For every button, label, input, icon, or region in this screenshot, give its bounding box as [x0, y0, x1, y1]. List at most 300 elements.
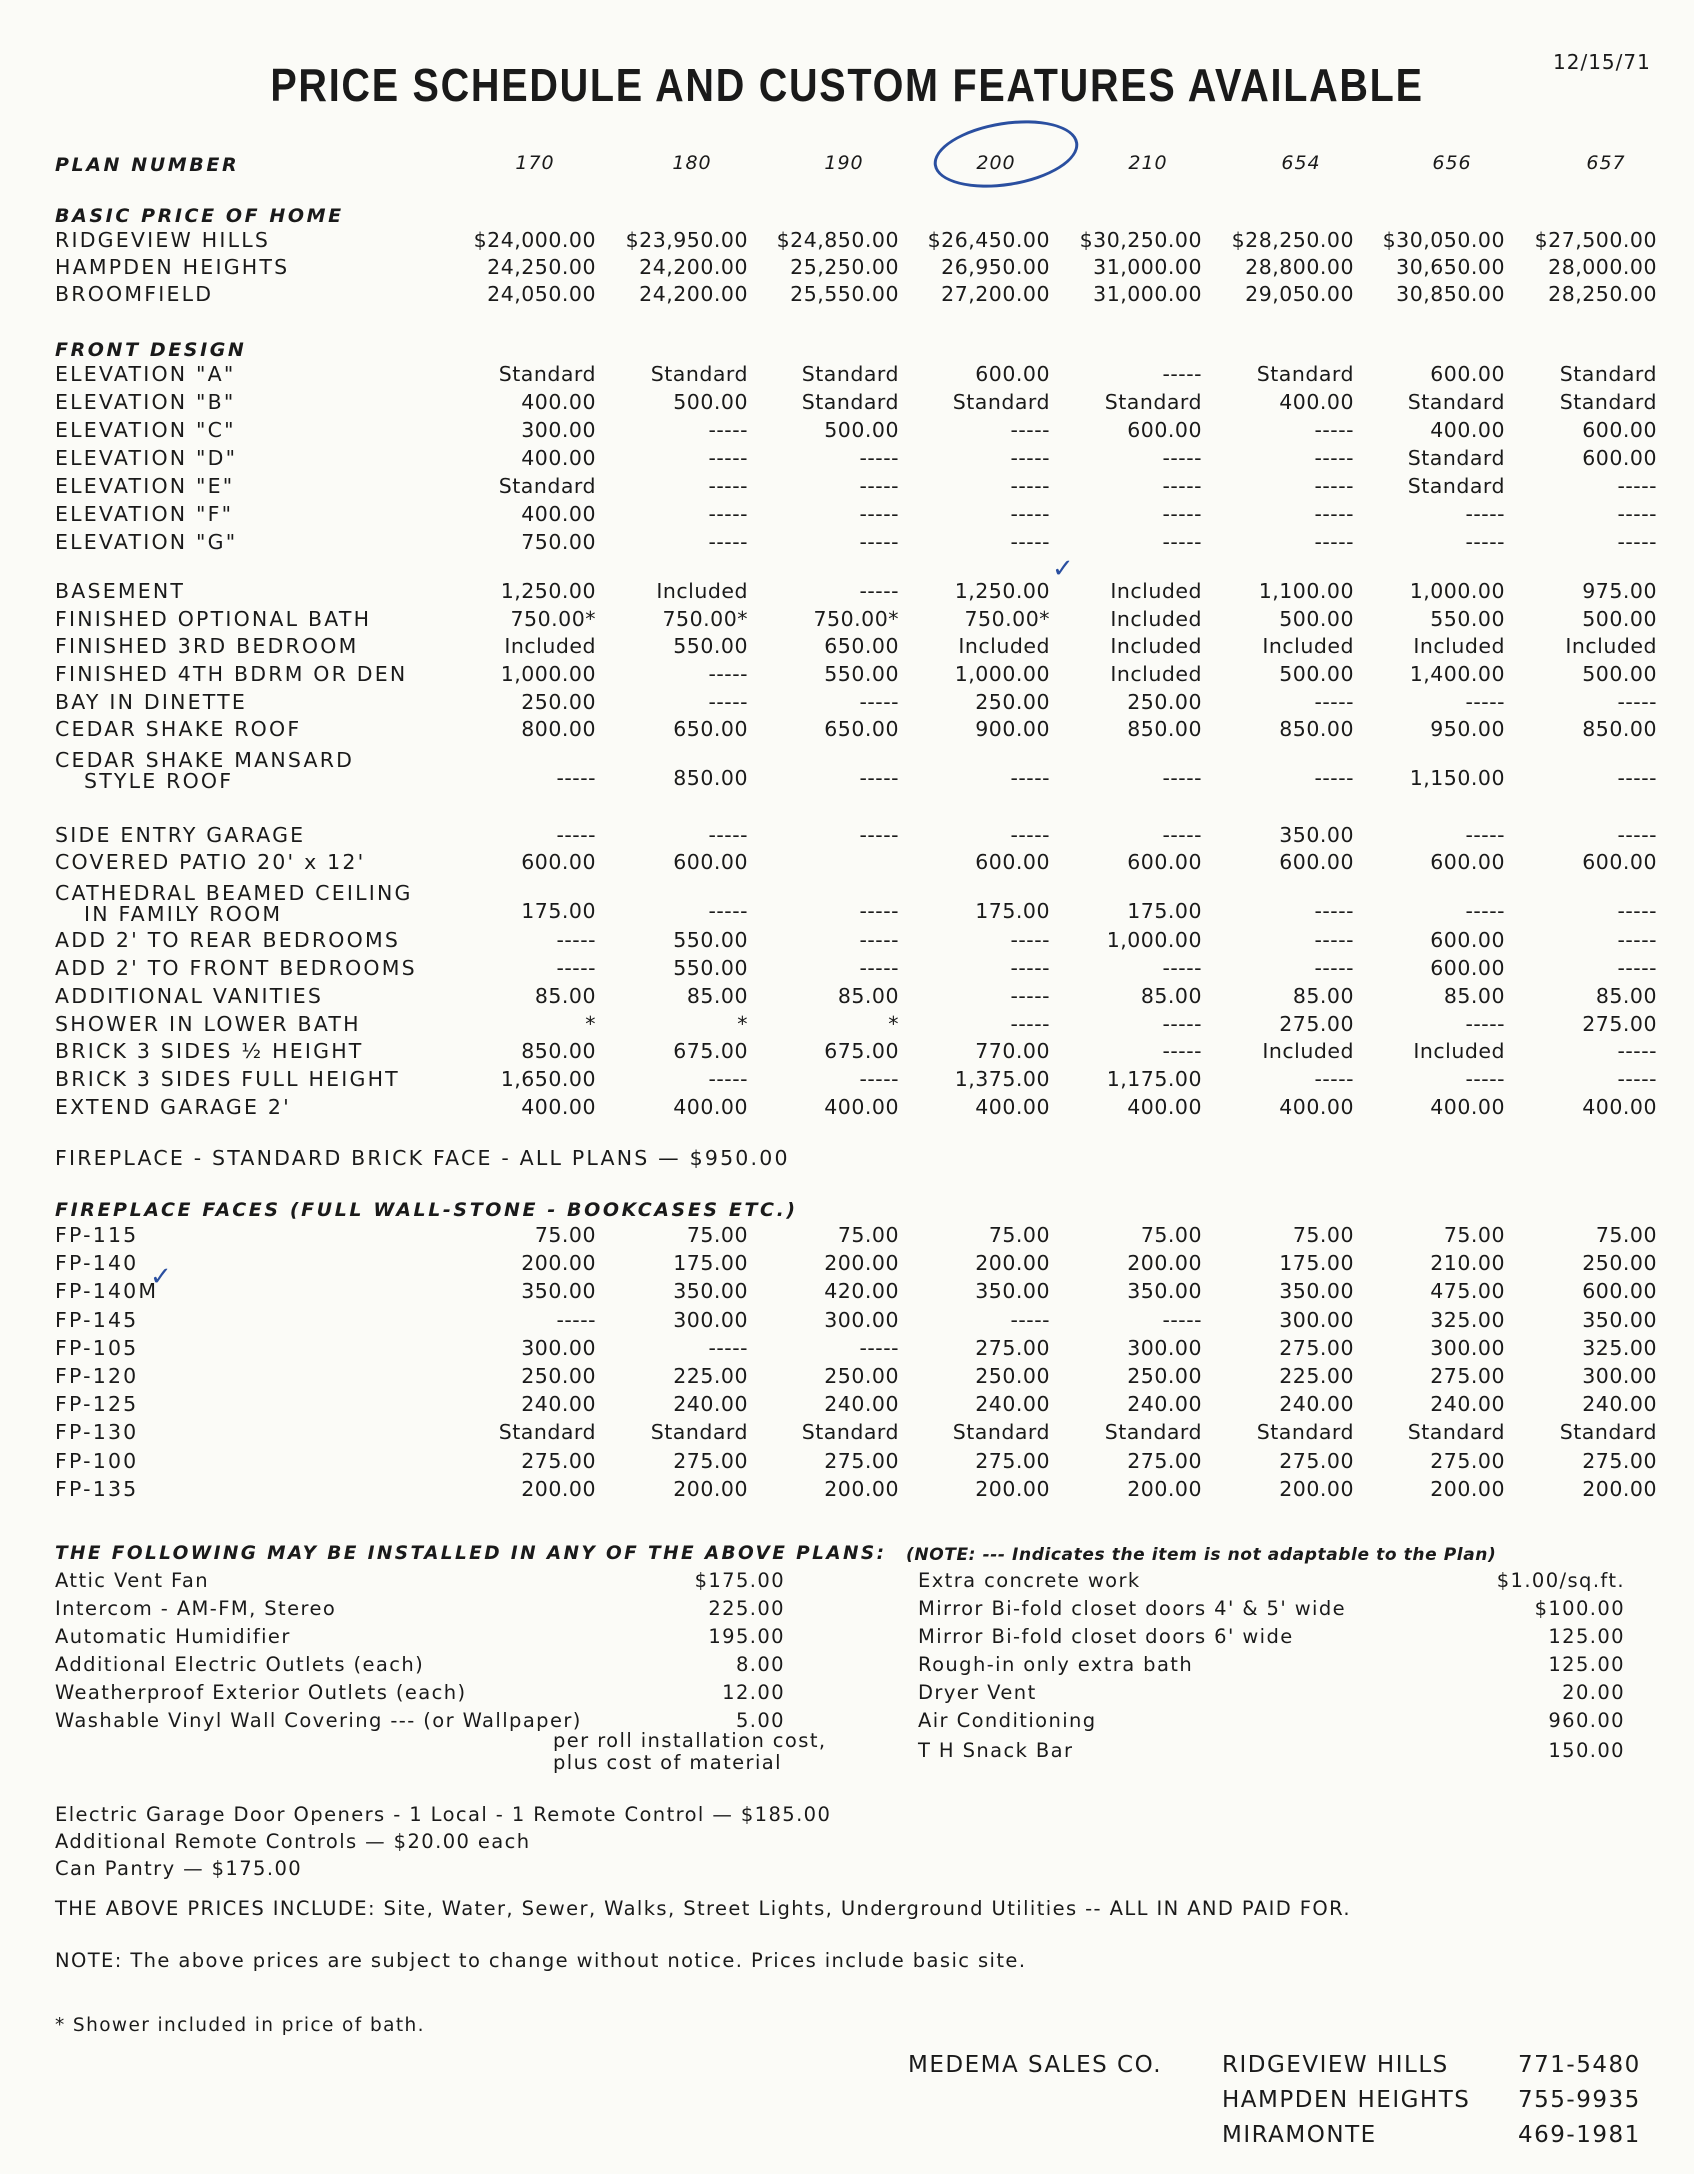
- cell-plan-170: 400.00: [521, 390, 596, 414]
- cell-plan-656: 1,150.00: [1409, 766, 1505, 790]
- cell-plan-210: 400.00: [1127, 1095, 1202, 1119]
- cell-plan-190: -----: [859, 1067, 899, 1091]
- cell-plan-180: 750.00*: [662, 607, 748, 631]
- cell-plan-200: Standard: [952, 390, 1050, 414]
- table-row: [0, 1448, 1694, 1476]
- cell-plan-654: 29,050.00: [1245, 282, 1354, 306]
- cell-plan-654: 350.00: [1279, 1279, 1354, 1304]
- cell-plan-210: 850.00: [1127, 717, 1202, 741]
- cell-plan-180: *: [737, 1012, 748, 1036]
- cell-plan-657: 600.00: [1582, 418, 1657, 442]
- cell-plan-200: -----: [1010, 502, 1050, 526]
- row-label: ELEVATION "G": [55, 530, 238, 554]
- cell-plan-200: 26,950.00: [941, 255, 1050, 279]
- cell-plan-654: -----: [1314, 899, 1354, 923]
- cell-plan-657: 28,000.00: [1548, 255, 1657, 279]
- table-row: [0, 445, 1694, 473]
- cell-plan-200: -----: [1010, 984, 1050, 1008]
- installable-item-price: 5.00: [735, 1709, 785, 1732]
- cell-plan-190: 75.00: [837, 1223, 899, 1247]
- table-row: [0, 1222, 1694, 1250]
- cell-plan-654: 175.00: [1279, 1251, 1354, 1276]
- row-label: STYLE ROOF: [84, 769, 234, 793]
- row-label: CEDAR SHAKE MANSARD: [55, 748, 355, 772]
- cell-plan-180: Included: [656, 579, 748, 603]
- cell-plan-180: $23,950.00: [625, 228, 748, 252]
- contact-name: HAMPDEN HEIGHTS: [1222, 2087, 1471, 2113]
- cell-plan-210: 600.00: [1127, 418, 1202, 442]
- cell-plan-210: 31,000.00: [1093, 282, 1202, 306]
- cell-plan-656: Included: [1413, 1039, 1505, 1063]
- table-row: [0, 1250, 1694, 1278]
- cell-plan-200: -----: [1010, 928, 1050, 952]
- cell-plan-656: 550.00: [1430, 607, 1505, 631]
- cell-plan-656: 600.00: [1430, 956, 1505, 980]
- cell-plan-170: 24,250.00: [487, 255, 596, 279]
- cell-plan-210: 600.00: [1127, 850, 1202, 874]
- row-label: FP-130: [55, 1420, 139, 1445]
- cell-plan-170: 400.00: [521, 446, 596, 470]
- table-row: [0, 1391, 1694, 1419]
- table-row: [0, 1011, 1694, 1039]
- row-label: BRICK 3 SIDES ½ HEIGHT: [55, 1039, 364, 1063]
- cell-plan-657: 600.00: [1582, 850, 1657, 874]
- row-label: FP-140: [55, 1251, 139, 1276]
- row-label: RIDGEVIEW HILLS: [55, 228, 271, 252]
- cell-plan-654: -----: [1314, 446, 1354, 470]
- row-label: BASEMENT: [55, 579, 186, 603]
- cell-plan-656: 950.00: [1430, 717, 1505, 741]
- page-title: PRICE SCHEDULE AND CUSTOM FEATURES AVAILABLE: [270, 59, 1424, 111]
- cell-plan-180: -----: [708, 899, 748, 923]
- cell-plan-170: 600.00: [521, 850, 596, 874]
- cell-plan-656: -----: [1465, 1067, 1505, 1091]
- cell-plan-200: 400.00: [975, 1095, 1050, 1119]
- cell-plan-657: Standard: [1559, 1420, 1657, 1445]
- cell-plan-657: 240.00: [1582, 1392, 1657, 1417]
- table-row: [0, 1335, 1694, 1363]
- cell-plan-180: Standard: [650, 1420, 748, 1445]
- row-label: EXTEND GARAGE 2': [55, 1095, 291, 1119]
- row-label: ELEVATION "E": [55, 474, 235, 498]
- cell-plan-654: 400.00: [1279, 390, 1354, 414]
- cell-plan-200: -----: [1010, 1012, 1050, 1036]
- table-row: [0, 281, 1694, 309]
- cell-plan-656: 200.00: [1430, 1476, 1505, 1501]
- cell-plan-180: 275.00: [673, 1448, 748, 1473]
- cell-plan-656: 275.00: [1430, 1448, 1505, 1473]
- cell-plan-210: -----: [1162, 474, 1202, 498]
- cell-plan-170: 1,000.00: [500, 662, 596, 686]
- cell-plan-170: 85.00: [534, 984, 596, 1008]
- cell-plan-180: 550.00: [673, 634, 748, 658]
- cell-plan-210: 75.00: [1140, 1223, 1202, 1247]
- cell-plan-180: 675.00: [673, 1039, 748, 1063]
- cell-plan-180: -----: [708, 823, 748, 847]
- cell-plan-657: Standard: [1559, 362, 1657, 386]
- installable-item-label: Additional Electric Outlets (each): [55, 1653, 425, 1676]
- cell-plan-656: 600.00: [1430, 850, 1505, 874]
- cell-plan-180: 24,200.00: [639, 255, 748, 279]
- installable-item-price: 125.00: [1548, 1653, 1625, 1676]
- cell-plan-190: -----: [859, 446, 899, 470]
- row-label: FP-105: [55, 1335, 139, 1360]
- row-label: FP-145: [55, 1307, 139, 1332]
- extra-line: Additional Remote Controls — $20.00 each: [55, 1830, 531, 1853]
- table-row: [0, 633, 1694, 661]
- cell-plan-190: -----: [859, 579, 899, 603]
- cell-plan-657: 300.00: [1582, 1364, 1657, 1388]
- cell-plan-190: 750.00*: [813, 607, 899, 631]
- cell-plan-654: -----: [1314, 956, 1354, 980]
- cell-plan-654: -----: [1314, 766, 1354, 790]
- cell-plan-200: 750.00*: [964, 607, 1050, 631]
- cell-plan-654: 225.00: [1279, 1364, 1354, 1388]
- cell-plan-200: 600.00: [975, 850, 1050, 874]
- cell-plan-657: -----: [1617, 899, 1657, 923]
- installable-item-label: Intercom - AM-FM, Stereo: [55, 1597, 337, 1620]
- cell-plan-170: 300.00: [521, 418, 596, 442]
- cell-plan-656: -----: [1465, 1012, 1505, 1036]
- cell-plan-210: 240.00: [1127, 1392, 1202, 1417]
- contact-phone: 771-5480: [1518, 2052, 1641, 2078]
- cell-plan-210: 250.00: [1127, 1364, 1202, 1388]
- cell-plan-180: -----: [708, 418, 748, 442]
- row-label: BAY IN DINETTE: [55, 690, 247, 714]
- cell-plan-170: -----: [556, 1307, 596, 1332]
- table-row: [0, 689, 1694, 717]
- cell-plan-180: 350.00: [673, 1279, 748, 1304]
- cell-plan-657: -----: [1617, 530, 1657, 554]
- company-name: MEDEMA SALES CO.: [908, 2052, 1163, 2078]
- cell-plan-654: 275.00: [1279, 1012, 1354, 1036]
- cell-plan-170: 75.00: [534, 1223, 596, 1247]
- cell-plan-657: 250.00: [1582, 1251, 1657, 1276]
- cell-plan-200: Included: [958, 634, 1050, 658]
- row-label: FP-125: [55, 1392, 139, 1417]
- cell-plan-200: -----: [1010, 418, 1050, 442]
- cell-plan-657: 400.00: [1582, 1095, 1657, 1119]
- cell-plan-657: 350.00: [1582, 1307, 1657, 1332]
- cell-plan-200: -----: [1010, 446, 1050, 470]
- cell-plan-654: 85.00: [1292, 984, 1354, 1008]
- installable-item-label: Extra concrete work: [918, 1569, 1141, 1592]
- cell-plan-170: 350.00: [521, 1279, 596, 1304]
- wallpaper-note-1: per roll installation cost,: [553, 1729, 827, 1752]
- cell-plan-190: -----: [859, 823, 899, 847]
- cell-plan-170: Standard: [498, 1420, 596, 1445]
- cell-plan-656: Standard: [1407, 1420, 1505, 1445]
- cell-plan-210: 250.00: [1127, 690, 1202, 714]
- cell-plan-200: 200.00: [975, 1476, 1050, 1501]
- cell-plan-170: 240.00: [521, 1392, 596, 1417]
- cell-plan-656: Standard: [1407, 390, 1505, 414]
- table-row: [0, 1066, 1694, 1094]
- cell-plan-657: -----: [1617, 1067, 1657, 1091]
- cell-plan-170: 400.00: [521, 502, 596, 526]
- cell-plan-180: -----: [708, 530, 748, 554]
- cell-plan-190: -----: [859, 1335, 899, 1360]
- cell-plan-170: Included: [504, 634, 596, 658]
- cell-plan-170: 275.00: [521, 1448, 596, 1473]
- cell-plan-190: -----: [859, 690, 899, 714]
- cell-plan-654: -----: [1314, 928, 1354, 952]
- plan-number: 180: [672, 152, 712, 174]
- footnote: * Shower included in price of bath.: [55, 2015, 425, 2036]
- cell-plan-654: 600.00: [1279, 850, 1354, 874]
- cell-plan-200: 175.00: [975, 899, 1050, 923]
- cell-plan-657: 600.00: [1582, 1279, 1657, 1304]
- cell-plan-657: 325.00: [1582, 1335, 1657, 1360]
- cell-plan-210: Included: [1110, 607, 1202, 631]
- cell-plan-654: Included: [1262, 1039, 1354, 1063]
- cell-plan-654: -----: [1314, 418, 1354, 442]
- cell-plan-190: 240.00: [824, 1392, 899, 1417]
- table-row: [0, 1038, 1694, 1066]
- cell-plan-200: Standard: [952, 1420, 1050, 1445]
- cell-plan-190: 500.00: [824, 418, 899, 442]
- installable-item-price: 20.00: [1562, 1681, 1625, 1704]
- cell-plan-657: 85.00: [1595, 984, 1657, 1008]
- cell-plan-210: -----: [1162, 1039, 1202, 1063]
- row-label: FP-100: [55, 1448, 139, 1473]
- table-row: [0, 1278, 1694, 1306]
- cell-plan-654: 1,100.00: [1258, 579, 1354, 603]
- cell-plan-654: 275.00: [1279, 1335, 1354, 1360]
- row-label: ADD 2' TO REAR BEDROOMS: [55, 928, 401, 952]
- cell-plan-654: 300.00: [1279, 1307, 1354, 1332]
- cell-plan-657: 975.00: [1582, 579, 1657, 603]
- cell-plan-656: 475.00: [1430, 1279, 1505, 1304]
- table-row: [0, 389, 1694, 417]
- cell-plan-657: -----: [1617, 928, 1657, 952]
- row-label: IN FAMILY ROOM: [84, 902, 283, 926]
- cell-plan-657: -----: [1617, 766, 1657, 790]
- cell-plan-656: -----: [1465, 823, 1505, 847]
- cell-plan-210: -----: [1162, 1307, 1202, 1332]
- cell-plan-190: -----: [859, 530, 899, 554]
- cell-plan-657: -----: [1617, 474, 1657, 498]
- wallpaper-note-2: plus cost of material: [553, 1751, 782, 1774]
- row-label: FP-115: [55, 1223, 139, 1247]
- plan-number-label: PLAN NUMBER: [55, 154, 240, 176]
- contact-phone: 755-9935: [1518, 2087, 1641, 2113]
- cell-plan-190: 25,550.00: [790, 282, 899, 306]
- cell-plan-190: 85.00: [837, 984, 899, 1008]
- plan-number: 656: [1432, 152, 1472, 174]
- row-label: SIDE ENTRY GARAGE: [55, 823, 306, 847]
- cell-plan-654: Standard: [1256, 1420, 1354, 1445]
- cell-plan-657: -----: [1617, 690, 1657, 714]
- cell-plan-210: -----: [1162, 362, 1202, 386]
- section-heading: BASIC PRICE OF HOME: [55, 205, 344, 227]
- cell-plan-180: 650.00: [673, 717, 748, 741]
- cell-plan-190: -----: [859, 956, 899, 980]
- cell-plan-200: 1,250.00: [954, 579, 1050, 603]
- cell-plan-210: Standard: [1104, 1420, 1202, 1445]
- installable-item-label: Automatic Humidifier: [55, 1625, 291, 1648]
- cell-plan-210: Included: [1110, 634, 1202, 658]
- cell-plan-180: 600.00: [673, 850, 748, 874]
- cell-plan-656: 325.00: [1430, 1307, 1505, 1332]
- cell-plan-210: 200.00: [1127, 1251, 1202, 1276]
- cell-plan-190: 275.00: [824, 1448, 899, 1473]
- cell-plan-170: 200.00: [521, 1251, 596, 1276]
- cell-plan-200: 275.00: [975, 1335, 1050, 1360]
- cell-plan-657: 200.00: [1582, 1476, 1657, 1501]
- cell-plan-656: 30,850.00: [1396, 282, 1505, 306]
- installable-item-price: $175.00: [694, 1569, 785, 1592]
- cell-plan-656: 1,000.00: [1409, 579, 1505, 603]
- cell-plan-657: 850.00: [1582, 717, 1657, 741]
- installable-item-price: $100.00: [1534, 1597, 1625, 1620]
- table-row: [0, 529, 1694, 557]
- row-label: CEDAR SHAKE ROOF: [55, 717, 302, 741]
- cell-plan-180: -----: [708, 690, 748, 714]
- cell-plan-200: -----: [1010, 530, 1050, 554]
- installable-item-label: Dryer Vent: [918, 1681, 1037, 1704]
- cell-plan-657: -----: [1617, 823, 1657, 847]
- extra-line: Can Pantry — $175.00: [55, 1857, 303, 1880]
- cell-plan-210: -----: [1162, 766, 1202, 790]
- cell-plan-200: 75.00: [988, 1223, 1050, 1247]
- row-label: ELEVATION "F": [55, 502, 234, 526]
- row-label: ELEVATION "A": [55, 362, 236, 386]
- installable-item-price: 150.00: [1548, 1739, 1625, 1762]
- cell-plan-190: -----: [859, 474, 899, 498]
- cell-plan-210: 300.00: [1127, 1335, 1202, 1360]
- cell-plan-190: -----: [859, 899, 899, 923]
- table-row: [0, 227, 1694, 255]
- cell-plan-654: -----: [1314, 1067, 1354, 1091]
- cell-plan-190: *: [888, 1012, 899, 1036]
- table-row: [0, 661, 1694, 689]
- cell-plan-180: -----: [708, 474, 748, 498]
- cell-plan-656: Standard: [1407, 474, 1505, 498]
- table-row: [0, 822, 1694, 850]
- table-row: [0, 417, 1694, 445]
- cell-plan-656: 240.00: [1430, 1392, 1505, 1417]
- cell-plan-657: Included: [1565, 634, 1657, 658]
- installable-item-label: Weatherproof Exterior Outlets (each): [55, 1681, 467, 1704]
- plan-number: 657: [1586, 152, 1626, 174]
- table-row: [0, 1307, 1694, 1335]
- cell-plan-654: $28,250.00: [1231, 228, 1354, 252]
- installable-item-label: Attic Vent Fan: [55, 1569, 209, 1592]
- plan-number: 654: [1281, 152, 1321, 174]
- cell-plan-190: 200.00: [824, 1476, 899, 1501]
- note-line: NOTE: The above prices are subject to change without notice. Prices include basic site.: [55, 1949, 1027, 1972]
- cell-plan-170: 400.00: [521, 1095, 596, 1119]
- cell-plan-654: 850.00: [1279, 717, 1354, 741]
- cell-plan-210: 1,175.00: [1106, 1067, 1202, 1091]
- cell-plan-190: 650.00: [824, 717, 899, 741]
- table-row: [0, 1363, 1694, 1391]
- cell-plan-656: 85.00: [1443, 984, 1505, 1008]
- cell-plan-210: 175.00: [1127, 899, 1202, 923]
- row-label: FINISHED 3RD BEDROOM: [55, 634, 359, 658]
- cell-plan-654: 350.00: [1279, 823, 1354, 847]
- table-row: [0, 361, 1694, 389]
- cell-plan-180: 240.00: [673, 1392, 748, 1417]
- table-row: [0, 983, 1694, 1011]
- installable-item-label: Mirror Bi-fold closet doors 6' wide: [918, 1625, 1294, 1648]
- cell-plan-170: -----: [556, 766, 596, 790]
- cell-plan-180: 24,200.00: [639, 282, 748, 306]
- cell-plan-190: Standard: [801, 1420, 899, 1445]
- document-date: 12/15/71: [1553, 50, 1651, 74]
- fireplace-standard-line: FIREPLACE - STANDARD BRICK FACE - ALL PLANS — $950.00: [55, 1146, 790, 1170]
- cell-plan-210: -----: [1162, 446, 1202, 470]
- cell-plan-170: 300.00: [521, 1335, 596, 1360]
- cell-plan-654: Standard: [1256, 362, 1354, 386]
- cell-plan-654: -----: [1314, 474, 1354, 498]
- cell-plan-210: 1,000.00: [1106, 928, 1202, 952]
- cell-plan-200: $26,450.00: [927, 228, 1050, 252]
- checkmark-icon: ✓: [1052, 554, 1074, 584]
- row-label: ADD 2' TO FRONT BEDROOMS: [55, 956, 417, 980]
- cell-plan-190: 650.00: [824, 634, 899, 658]
- cell-plan-200: 275.00: [975, 1448, 1050, 1473]
- cell-plan-657: Standard: [1559, 390, 1657, 414]
- cell-plan-200: 350.00: [975, 1279, 1050, 1304]
- cell-plan-170: Standard: [498, 474, 596, 498]
- table-row: [0, 606, 1694, 634]
- installable-item-label: T H Snack Bar: [918, 1739, 1074, 1762]
- row-label: CATHEDRAL BEAMED CEILING: [55, 881, 413, 905]
- cell-plan-180: 300.00: [673, 1307, 748, 1332]
- installable-heading: THE FOLLOWING MAY BE INSTALLED IN ANY OF THE ABOVE PLANS:: [55, 1543, 887, 1564]
- cell-plan-180: 175.00: [673, 1251, 748, 1276]
- cell-plan-180: 550.00: [673, 928, 748, 952]
- cell-plan-170: *: [585, 1012, 596, 1036]
- row-label: FINISHED OPTIONAL BATH: [55, 607, 372, 631]
- cell-plan-210: Included: [1110, 579, 1202, 603]
- cell-plan-200: -----: [1010, 956, 1050, 980]
- table-row: [0, 578, 1694, 606]
- cell-plan-657: 600.00: [1582, 446, 1657, 470]
- cell-plan-656: $30,050.00: [1382, 228, 1505, 252]
- cell-plan-657: 500.00: [1582, 662, 1657, 686]
- cell-plan-170: 1,650.00: [500, 1067, 596, 1091]
- cell-plan-656: 30,650.00: [1396, 255, 1505, 279]
- cell-plan-170: -----: [556, 956, 596, 980]
- plan-header-row: [0, 152, 1694, 180]
- cell-plan-200: 250.00: [975, 1364, 1050, 1388]
- cell-plan-190: -----: [859, 766, 899, 790]
- cell-plan-200: 250.00: [975, 690, 1050, 714]
- row-label: FP-120: [55, 1364, 139, 1388]
- cell-plan-654: Included: [1262, 634, 1354, 658]
- cell-plan-654: -----: [1314, 502, 1354, 526]
- cell-plan-200: 200.00: [975, 1251, 1050, 1276]
- cell-plan-190: 250.00: [824, 1364, 899, 1388]
- installable-item-price: 225.00: [708, 1597, 785, 1620]
- row-label: ELEVATION "B": [55, 390, 236, 414]
- row-label: COVERED PATIO 20' x 12': [55, 850, 366, 874]
- cell-plan-180: Standard: [650, 362, 748, 386]
- contact-name: MIRAMONTE: [1222, 2122, 1377, 2148]
- cell-plan-210: -----: [1162, 823, 1202, 847]
- cell-plan-180: -----: [708, 502, 748, 526]
- cell-plan-170: 850.00: [521, 1039, 596, 1063]
- cell-plan-210: 31,000.00: [1093, 255, 1202, 279]
- contact-phone: 469-1981: [1518, 2122, 1641, 2148]
- table-row: [0, 927, 1694, 955]
- installable-item-label: Mirror Bi-fold closet doors 4' & 5' wide: [918, 1597, 1347, 1620]
- cell-plan-190: 420.00: [824, 1279, 899, 1304]
- cell-plan-200: -----: [1010, 823, 1050, 847]
